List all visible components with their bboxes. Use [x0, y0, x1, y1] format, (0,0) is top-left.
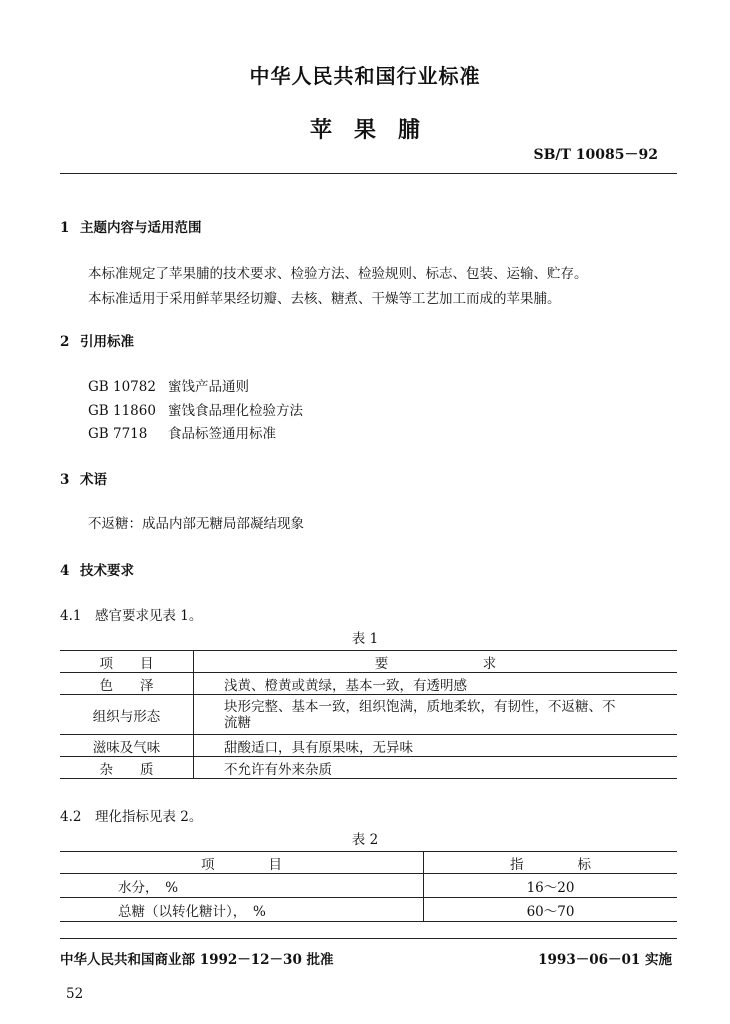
physicochemical-table: [60, 851, 677, 922]
section-3-title: 术语: [80, 472, 107, 488]
reference-name: 蜜饯产品通则: [168, 379, 249, 395]
table-cell-item: 总糖（以转化糖计）， %: [60, 898, 424, 922]
table-row: [60, 735, 677, 757]
table-header-requirement: 要 求: [194, 651, 678, 673]
table-row: [60, 673, 677, 695]
reference-item: [88, 422, 276, 442]
subsection-4-2: 4.2 理化指标见表 2。: [60, 809, 203, 825]
page-number: 52: [66, 986, 84, 1002]
section-4-heading: [60, 559, 134, 579]
table-cell-requirement: 甜酸适口，具有原果味，无异味: [194, 735, 678, 757]
table-header-row: [60, 852, 677, 874]
section-1-line-1: 本标准规定了苹果脯的技术要求、检验方法、检验规则、标志、包装、运输、贮存。: [88, 266, 588, 282]
table-row: [60, 695, 677, 735]
subsection-4-1: 4.1 感官要求见表 1。: [60, 608, 203, 624]
table-2-caption: 表 2: [351, 832, 379, 848]
standard-header: 中华人民共和国行业标准: [249, 64, 481, 88]
section-1-heading: [60, 216, 202, 236]
reference-item: [88, 399, 303, 419]
table-row: [60, 757, 677, 779]
section-4-title: 技术要求: [80, 563, 134, 579]
table-1-caption: 表 1: [351, 631, 379, 647]
reference-code: GB 10782: [88, 379, 156, 395]
table-header-row: [60, 651, 677, 673]
table-cell-requirement: 浅黄、橙黄或黄绿，基本一致，有透明感: [194, 673, 678, 695]
table-row: [60, 898, 677, 922]
section-2-heading: [60, 330, 134, 350]
reference-code: GB 11860: [88, 403, 156, 419]
section-1-title: 主题内容与适用范围: [80, 220, 202, 236]
table-cell-item: 杂 质: [60, 757, 194, 779]
table-cell-item: 滋味及气味: [60, 735, 194, 757]
header-rule: [60, 173, 677, 174]
standard-code: SB/T 10085－92: [533, 147, 658, 163]
reference-item: [88, 375, 249, 395]
section-4-number: 4: [60, 563, 70, 579]
section-3-text: 不返糖：成品内部无糖局部凝结现象: [88, 516, 304, 532]
table-cell-value: 16～20: [424, 874, 678, 898]
sensory-requirements-table: [60, 650, 677, 779]
section-1-line-2: 本标准适用于采用鲜苹果经切瓣、去核、糖煮、干燥等工艺加工而成的苹果脯。: [88, 291, 561, 307]
section-3-heading: [60, 468, 107, 488]
footer-rule: [60, 938, 677, 939]
reference-code: GB 7718: [88, 426, 148, 442]
document-title: 苹果脯: [309, 118, 442, 143]
section-2-number: 2: [60, 334, 70, 350]
table-cell-item: 组织与形态: [60, 695, 194, 735]
section-3-number: 3: [60, 472, 70, 488]
table-cell-requirement: 块形完整、基本一致，组织饱满，质地柔软，有韧性，不返糖、不流糖: [194, 695, 678, 735]
reference-name: 食品标签通用标准: [168, 426, 276, 442]
table-cell-value: 60～70: [424, 898, 678, 922]
table-cell-item: 水分， %: [60, 874, 424, 898]
reference-name: 蜜饯食品理化检验方法: [168, 403, 303, 419]
table-header-item: 项 目: [60, 852, 424, 874]
section-2-title: 引用标准: [80, 334, 134, 350]
approval-text: 中华人民共和国商业部 1992－12－30 批准: [60, 952, 334, 968]
table-row: [60, 874, 677, 898]
effective-date: 1993－06－01 实施: [538, 952, 672, 968]
section-1-number: 1: [60, 220, 70, 236]
table-header-item: 项 目: [60, 651, 194, 673]
table-cell-item: 色 泽: [60, 673, 194, 695]
table-header-index: 指 标: [424, 852, 678, 874]
table-cell-requirement: 不允许有外来杂质: [194, 757, 678, 779]
